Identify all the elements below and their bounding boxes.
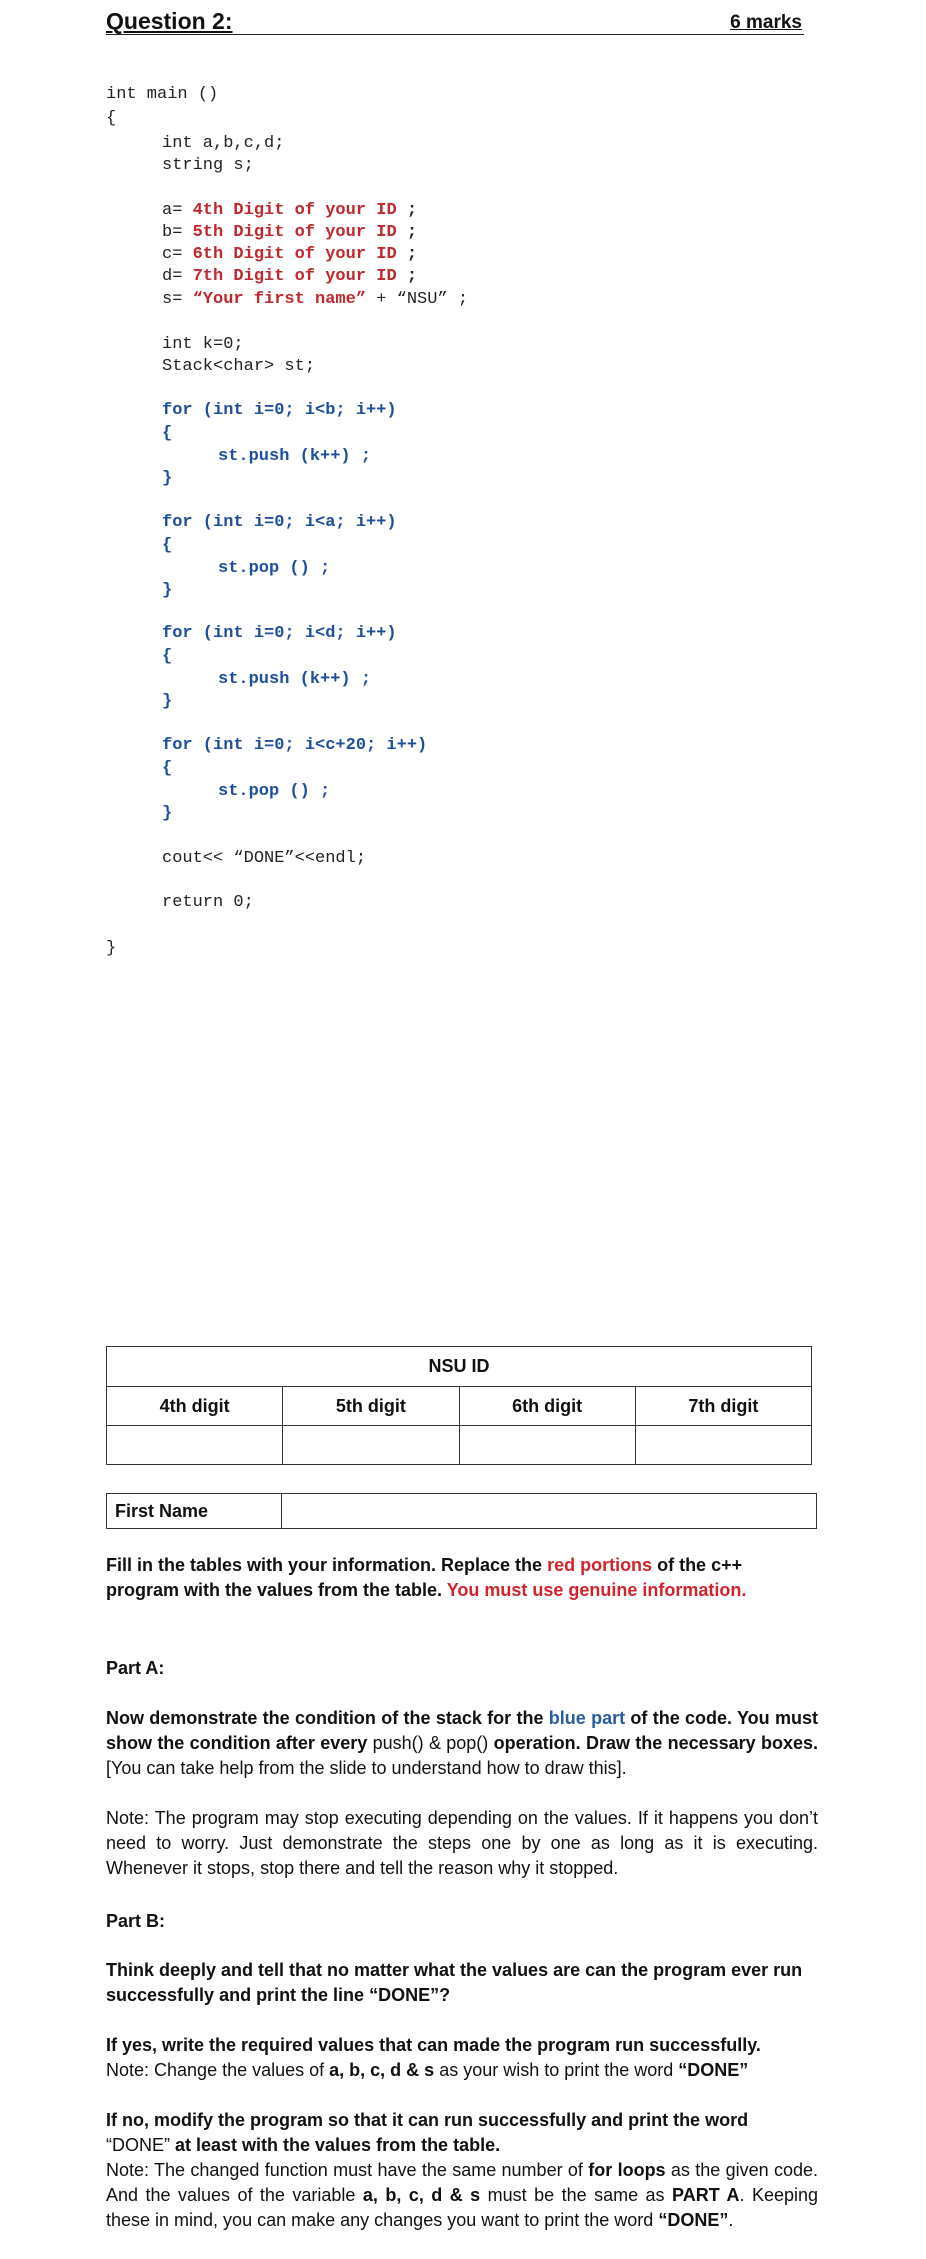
header-7th-digit: 7th digit (635, 1387, 811, 1426)
code-loop4-open: { (162, 759, 173, 778)
code-loop3-open: { (162, 647, 173, 666)
question-title: Question 2: (106, 8, 233, 34)
code-loop1-header: for (int i=0; i<b; i++) (162, 401, 397, 420)
part-b-yes-note: Note: Change the values of a, b, c, d & s as your wish to print the word “DONE” (106, 2060, 749, 2080)
code-decl-string: string s; (162, 156, 254, 175)
code-assign-a: a= 4th Digit of your ID ; (162, 201, 418, 220)
part-a-title: Part A: (106, 1658, 165, 1678)
part-a-note: Note: The program may stop executing depending on the values. If it happens you don’t need to worry. Just demonstrate the steps one by one as long as it is executing. Whenever it stops, stop there and tell the reason why it stopped. (106, 1808, 818, 1878)
nsu-id-table (106, 1346, 812, 1465)
code-main: int main () (106, 85, 219, 104)
header-5th-digit: 5th digit (283, 1387, 459, 1426)
code-open-brace: { (106, 109, 117, 128)
code-loop4-body: st.pop () ; (218, 782, 331, 801)
value-5th-digit[interactable] (283, 1426, 459, 1465)
code-assign-c: c= 6th Digit of your ID ; (162, 245, 418, 264)
first-name-field[interactable] (281, 1493, 817, 1529)
part-b-title: Part B: (106, 1911, 166, 1931)
code-loop4-close: } (162, 804, 173, 823)
code-assign-s: s= “Your first name” + “NSU” ; (162, 290, 469, 309)
code-stack-decl: Stack<char> st; (162, 357, 316, 376)
code-assign-d: d= 7th Digit of your ID ; (162, 267, 418, 286)
code-assign-b: b= 5th Digit of your ID ; (162, 223, 418, 242)
code-loop2-header: for (int i=0; i<a; i++) (162, 513, 397, 532)
code-return: return 0; (162, 893, 254, 912)
code-loop1-close: } (162, 469, 173, 488)
question-header (106, 6, 804, 35)
code-loop3-close: } (162, 692, 173, 711)
first-name-label: First Name (106, 1493, 281, 1529)
code-loop4-header: for (int i=0; i<c+20; i++) (162, 736, 428, 755)
code-cout: cout<< “DONE”<<endl; (162, 849, 367, 868)
code-decl-ints: int a,b,c,d; (162, 134, 285, 153)
code-loop3-body: st.push (k++) ; (218, 670, 372, 689)
marks-label: 6 marks (730, 12, 802, 33)
code-loop2-close: } (162, 581, 173, 600)
code-loop1-open: { (162, 424, 173, 443)
part-b-no-note: Note: The changed function must have the same number of for loops as the given code. And the values of the variable a, b, c, d & s must be the same as PART A. Keeping these in mind, you can make any changes you want to print the word “DONE”. (106, 2160, 819, 2230)
value-4th-digit[interactable] (107, 1426, 283, 1465)
nsu-id-title: NSU ID (107, 1347, 812, 1387)
value-7th-digit[interactable] (635, 1426, 811, 1465)
code-loop2-open: { (162, 536, 173, 555)
header-4th-digit: 4th digit (107, 1387, 283, 1426)
part-b-question: Think deeply and tell that no matter what the values are can the program ever run successfully and print the line “DONE”? (106, 1960, 803, 2005)
part-b-no: If no, modify the program so that it can run successfully and print the word “DONE” at least with the values from the table. (106, 2110, 749, 2155)
code-loop2-body: st.pop () ; (218, 559, 331, 578)
code-loop3-header: for (int i=0; i<d; i++) (162, 624, 397, 643)
header-6th-digit: 6th digit (459, 1387, 635, 1426)
part-a-task: Now demonstrate the condition of the stack for the blue part of the code. You must show the condition after every push() & pop() operation. Draw the necessary boxes. [You can take help from the slide to understand how to draw this]. (106, 1708, 818, 1778)
value-6th-digit[interactable] (459, 1426, 635, 1465)
code-loop1-body: st.push (k++) ; (218, 447, 372, 466)
part-b-yes: If yes, write the required values that can made the program run successfully. (106, 2035, 761, 2055)
code-k-init: int k=0; (162, 335, 244, 354)
instructions-paragraph: Fill in the tables with your information. Replace the red portions of the c++ program with the values from the table. You must use genuine information. (106, 1555, 747, 1600)
code-close-brace: } (106, 939, 117, 958)
